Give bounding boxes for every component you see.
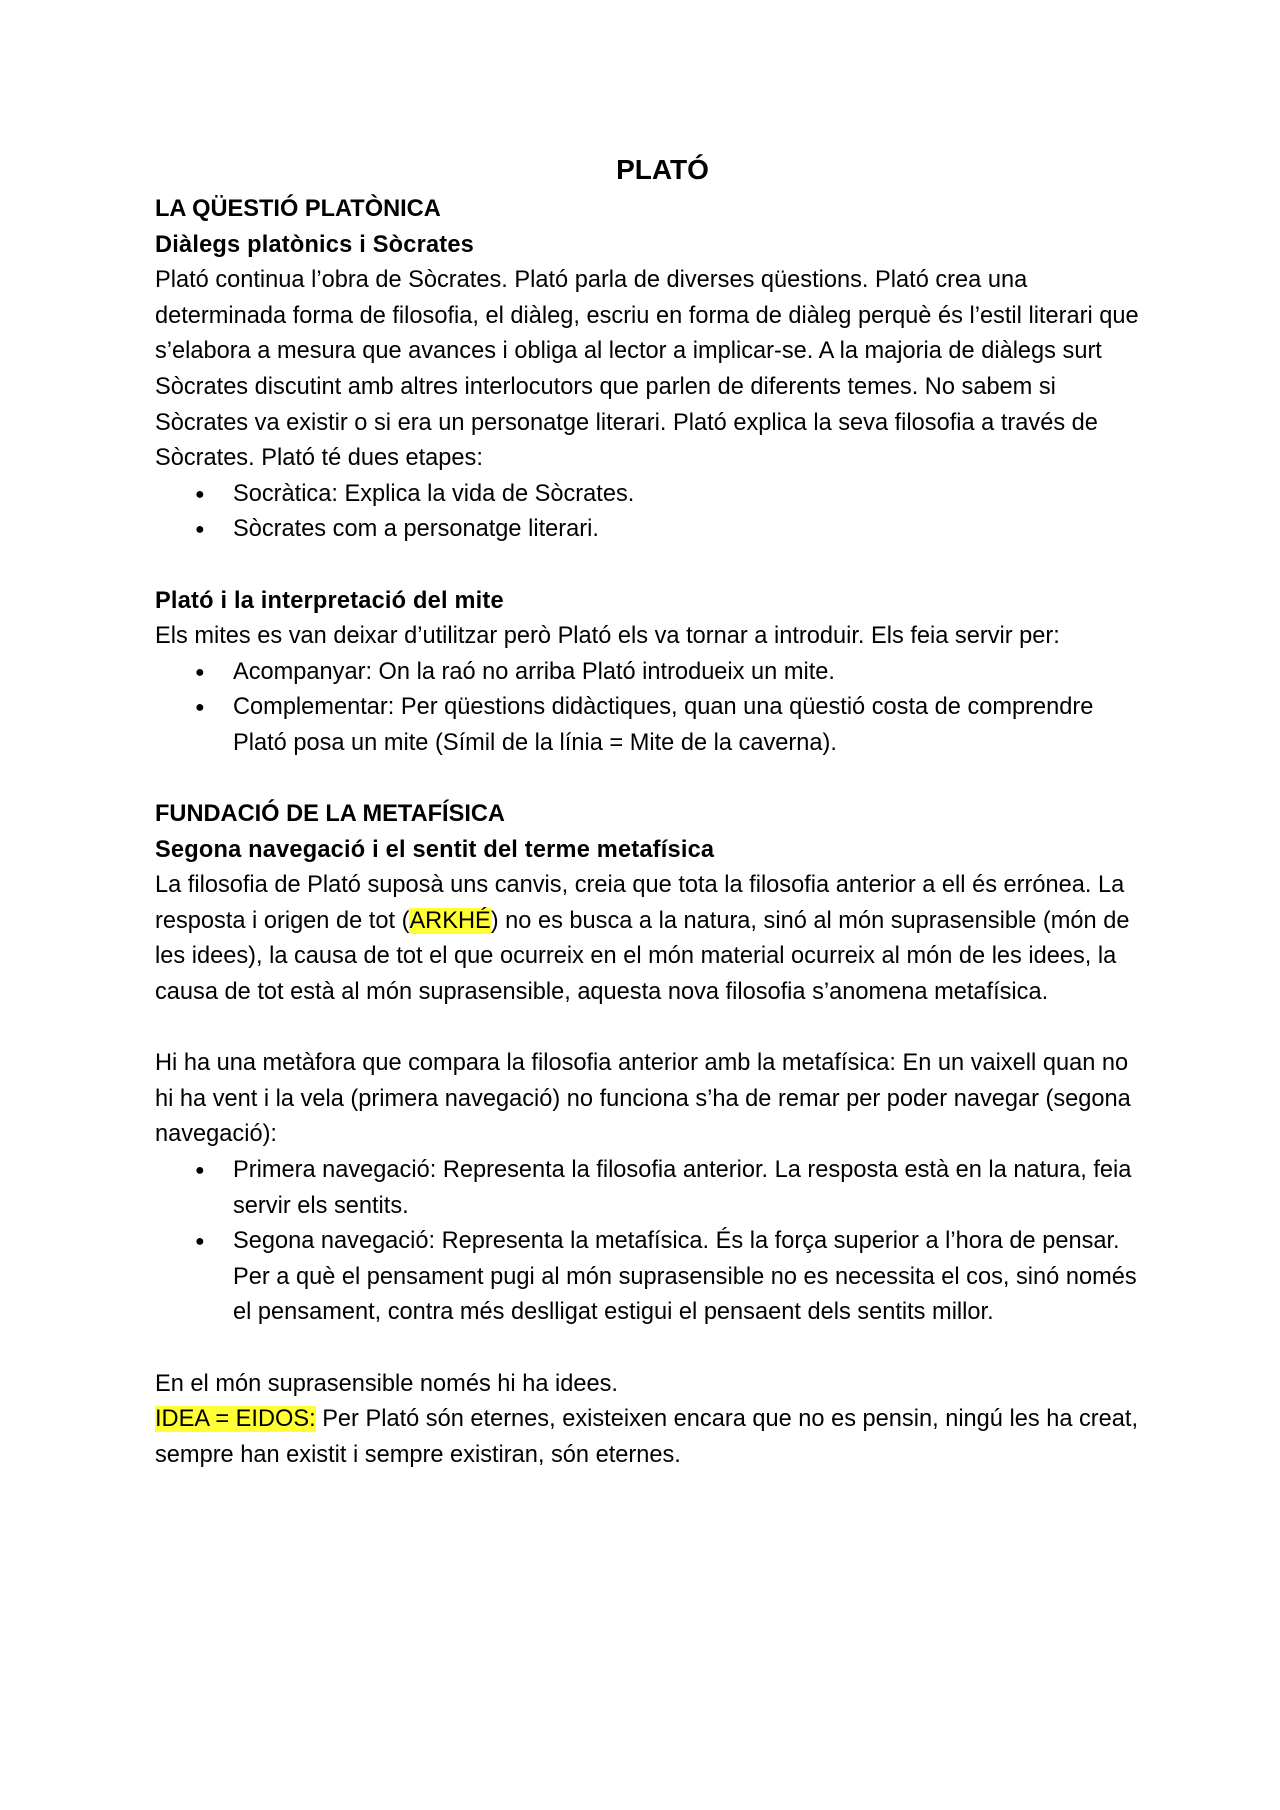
paragraph-idea-eidos: IDEA = EIDOS: Per Plató són eternes, existeixen encara que no es pensin, ningú les ha creat, sempre han existit i sempre existiran, són eternes. — [155, 1406, 1139, 1468]
spacer — [155, 1011, 1140, 1047]
subheading-segona-navegacio: Segona navegació i el sentit del terme metafísica — [155, 836, 715, 863]
section-heading-metafisica: FUNDACIÓ DE LA METAFÍSICA — [155, 801, 505, 828]
highlighted-term-arkhe: ARKHÉ — [409, 907, 491, 934]
spacer — [155, 548, 1140, 584]
paragraph-metafisica: La filosofia de Plató suposà uns canvis, creia que tota la filosofia anterior a ell és errónea. La resposta i origen de tot (ARKHÉ) no es busca a la natura, sinó al món suprasensible (món de les idees), la causa de tot el que ocurreix en el món material ocurreix al món de les idees, la causa de tot està al món suprasensible, aquesta nova filosofia s’anomena metafísica. — [155, 872, 1130, 1006]
bullet-icon: ● — [195, 1233, 205, 1251]
section-heading-questio: LA QÜESTIÓ PLATÒNICA — [155, 196, 441, 222]
bullet-icon: ● — [195, 663, 205, 681]
subheading-dialegs: Diàlegs platònics i Sòcrates — [155, 231, 474, 258]
list-item: ● Complementar: Per qüestions didàctiques, quan una qüestió costa de comprendre Plató posa un mite (Símil de la línia = Mite de la caverna). — [155, 690, 1140, 761]
document-page — [155, 148, 1140, 1473]
paragraph-idees: En el món suprasensible només hi ha idees. — [155, 1370, 618, 1397]
spacer — [155, 1331, 1140, 1367]
highlighted-term-idea-eidos: IDEA = EIDOS: — [155, 1406, 316, 1433]
paragraph-metafora: Hi ha una metàfora que compara la filosofia anterior amb la metafísica: En un vaixell quan no hi ha vent i la vela (primera navegació) no funciona s’ha de remar per poder navegar (segona navegació): — [155, 1050, 1131, 1148]
list-item: ● Sòcrates com a personatge literari. — [155, 512, 1140, 548]
bullet-icon: ● — [195, 485, 205, 503]
list-item: ● Acompanyar: On la raó no arriba Plató introdueix un mite. — [155, 655, 1140, 691]
list-item: ● Primera navegació: Representa la filosofia anterior. La resposta està en la natura, feia servir els sentits. — [155, 1153, 1140, 1224]
bullet-icon: ● — [195, 521, 205, 539]
paragraph-mite: Els mites es van deixar d’utilitzar però Plató els va tornar a introduir. Els feia servir per: — [155, 623, 1060, 650]
subheading-mite: Plató i la interpretació del mite — [155, 587, 504, 614]
paragraph-dialegs: Plató continua l’obra de Sòcrates. Plató parla de diverses qüestions. Plató crea una determinada forma de filosofia, el diàleg, escriu en forma de diàleg perquè és l’estil literari que s’elabora a mesura que avances i obliga al lector a implicar-se. A la majoria de diàlegs surt Sòcrates discutint amb altres interlocutors que parlen de diferents temes. No sabem si Sòcrates va existir o si era un personatge literari. Plató explica la seva filosofia a través de Sòcrates. Plató té dues etapes: — [155, 267, 1139, 472]
bullet-list-navegacio — [155, 1153, 1140, 1331]
document-title: PLATÓ — [616, 154, 709, 185]
spacer — [155, 762, 1140, 798]
bullet-icon: ● — [195, 1162, 205, 1180]
list-item: ● Segona navegació: Representa la metafísica. És la força superior a l’hora de pensar. Per a què el pensament pugi al món suprasensible no es necessita el cos, sinó només el pensament, contra més deslligat estigui el pensaent dels sentits millor. — [155, 1224, 1140, 1331]
bullet-list-etapes — [155, 477, 1140, 548]
bullet-list-mite — [155, 655, 1140, 762]
list-item: ● Socràtica: Explica la vida de Sòcrates. — [155, 477, 1140, 513]
bullet-icon: ● — [195, 699, 205, 717]
